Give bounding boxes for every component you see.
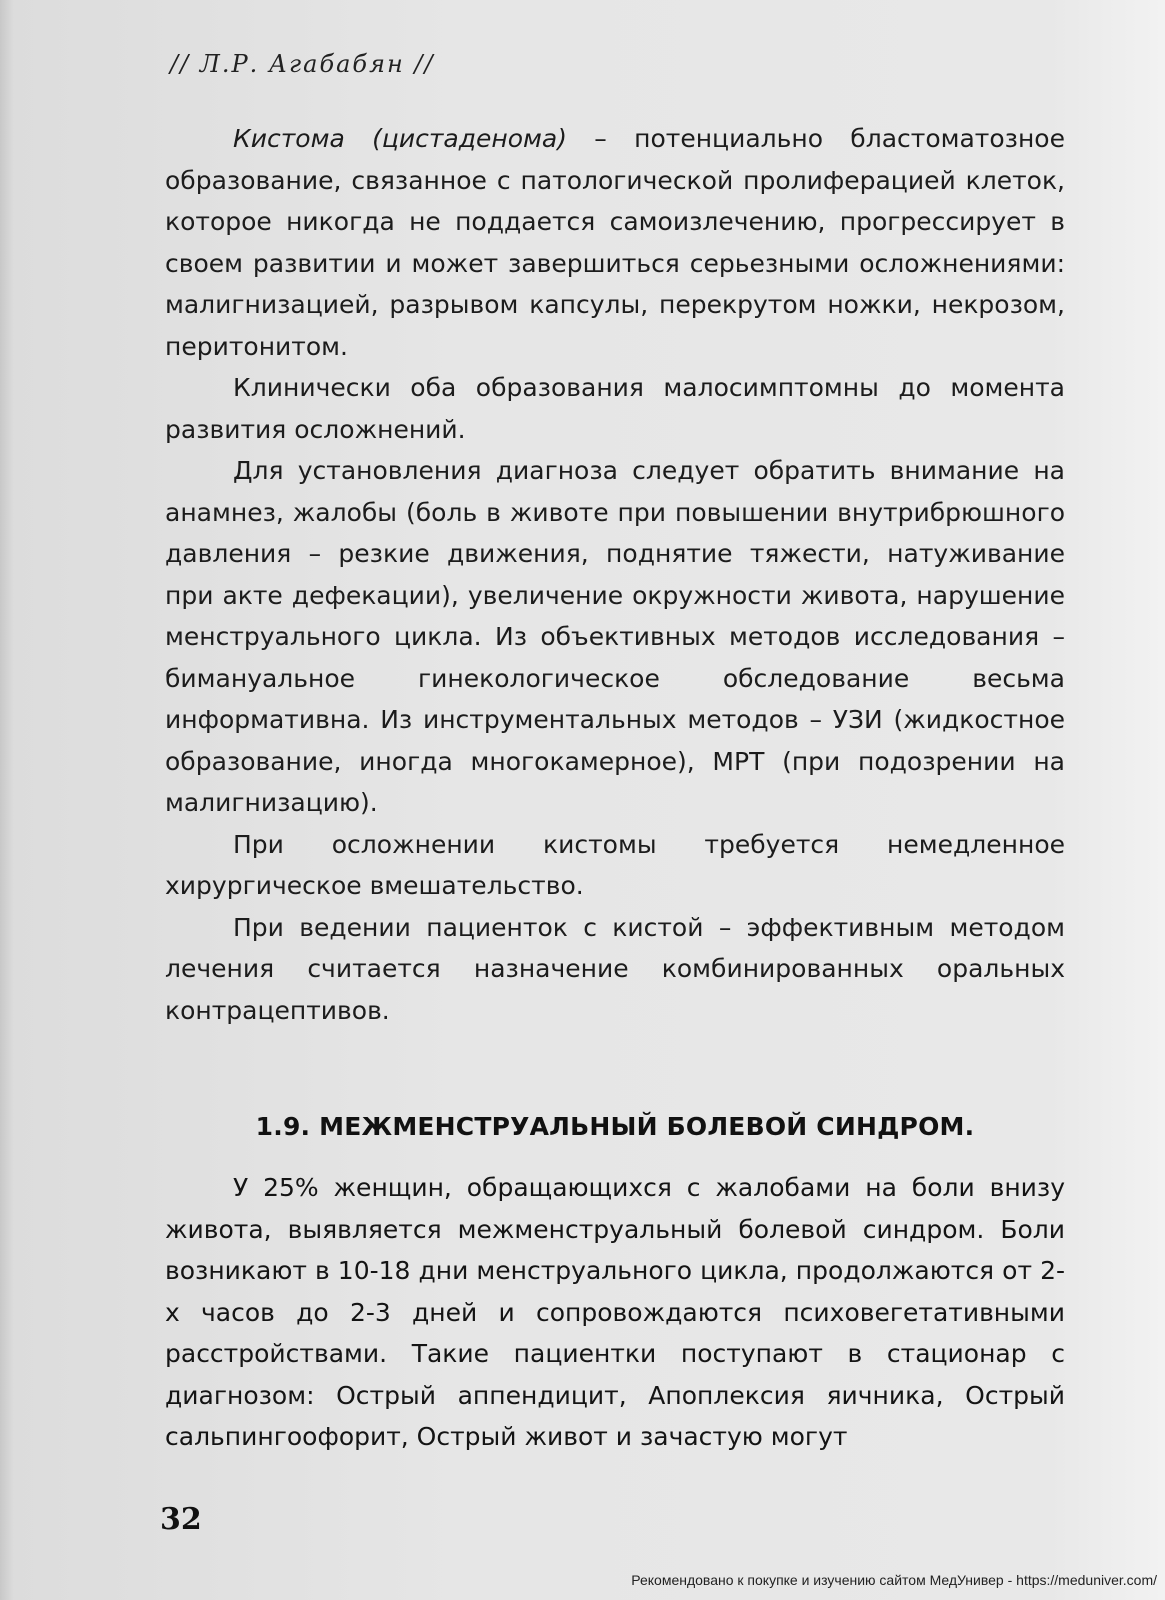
main-text — [165, 118, 1065, 1031]
section-title: 1.9. МЕЖМЕНСТРУАЛЬНЫЙ БОЛЕВОЙ СИНДРОМ. — [255, 1112, 975, 1141]
paragraph-complication: При осложнении кистомы требуется немедленное хирургическое вмешательство. — [165, 829, 1065, 900]
page-binding-shadow — [0, 0, 14, 1600]
paragraph-clinical: Клинически оба образования малосимптомны до момента развития осложнений. — [165, 373, 1065, 444]
page-number: 32 — [160, 1502, 202, 1537]
paragraph-treatment: При ведении пациенток с кистой – эффективным методом лечения считается назначение комбинированных оральных контрацептивов. — [165, 912, 1065, 1025]
section-1-9 — [165, 1112, 1065, 1458]
paragraph-cystoma — [165, 118, 1065, 367]
paragraph-intermenstrual: У 25% женщин, обращающихся с жалобами на боли внизу живота, выявляется межменструальный болевой синдром. Боли возникают в 10-18 дни менструального цикла, продолжаются от 2-х часов до 2-3 дней и сопровождаются психовегетативными расстройствами. Такие пациентки поступают в стационар с диагнозом: Острый аппендицит, Апоплексия яичника, Острый сальпингоофорит, Острый живот и зачастую могут — [165, 1173, 1065, 1451]
term-cystoma: Кистома (цистаденома) — [233, 124, 567, 153]
paragraph-diagnosis: Для установления диагноза следует обратить внимание на анамнез, жалобы (боль в животе при повышении внутрибрюшного давления – резкие движения, поднятие тяжести, натуживание при акте дефекации), увеличение окружности живота, нарушение менструального цикла. Из объективных методов исследования – бимануальное гинекологическое обследование весьма информативна. Из инструментальных методов – УЗИ (жидкостное образование, иногда многокамерное), МРТ (при подозрении на малигнизацию). — [165, 456, 1065, 817]
paragraph-cystoma-text: – потенциально бластоматозное образование, связанное с патологической пролиферацией клеток, которое никогда не поддается самоизлечению, прогрессирует в своем развитии и может завершиться серьезными осложнениями: малигнизацией, разрывом капсулы, перекрутом ножки, некрозом, перитонитом. — [165, 124, 1065, 361]
watermark-footer-note: Рекомендовано к покупке и изучению сайтом МедУнивер - https://meduniver.com/ — [631, 1572, 1157, 1588]
running-header: // Л.Р. Агабабян // — [170, 50, 435, 78]
